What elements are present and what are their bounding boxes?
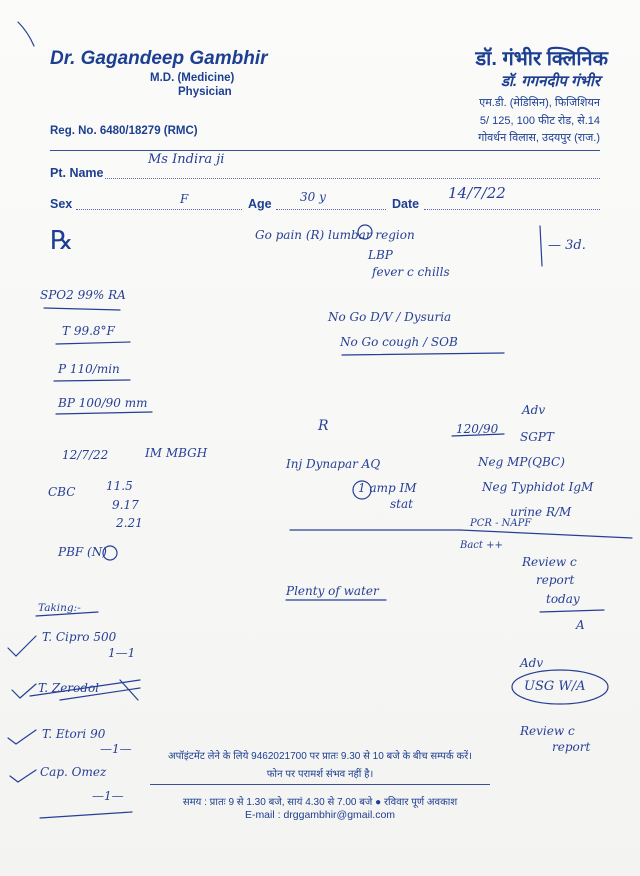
medication-3-dose: —1— xyxy=(100,742,132,756)
bact-note: Bact ++ xyxy=(460,540,503,551)
age-value: 30 y xyxy=(300,190,326,204)
pcr-test: PCR - NAPF xyxy=(470,518,532,529)
bp-underline xyxy=(56,412,152,414)
negative-history-1: No Go D/V / Dysuria xyxy=(328,310,452,324)
spo2-note: SPO2 99% RA xyxy=(40,288,126,302)
review-1: Review c xyxy=(522,555,577,569)
tick-1 xyxy=(8,636,36,656)
urine-test: urine R/M xyxy=(510,505,572,519)
usg-circle xyxy=(512,670,608,704)
email-address: E-mail : drggambhir@gmail.com xyxy=(244,809,396,821)
medication-3: T. Etori 90 xyxy=(42,727,106,741)
medication-2-strike xyxy=(30,680,140,696)
visit-place: IM MBGH xyxy=(145,446,208,460)
clinic-timings: समय : प्रातः 9 से 1.30 बजे, सायं 4.30 से 7.00 बजे ● रविवार पूर्ण अवकाश xyxy=(182,797,458,808)
tick-3 xyxy=(8,730,36,744)
review-4: A xyxy=(576,618,585,632)
bp-note: BP 100/90 mm xyxy=(58,396,148,410)
negative-history-2: No Go cough / SOB xyxy=(340,335,458,349)
complaint-1: Go pain (R) lumbar region xyxy=(255,228,415,242)
review-2: report xyxy=(536,573,575,587)
sex-label: Sex xyxy=(50,197,73,211)
advice-label-1: Adv xyxy=(522,403,546,417)
pbf-note: PBF (N) xyxy=(58,545,107,559)
medication-4-underline xyxy=(40,812,132,818)
complaint-2: LBP xyxy=(368,248,393,262)
mp-test: Neg MP(QBC) xyxy=(478,455,565,469)
negatives-underline xyxy=(342,353,504,355)
medication-1: T. Cipro 500 xyxy=(42,630,117,644)
review-underline xyxy=(540,610,604,612)
date-label: Date xyxy=(392,197,420,211)
medication-4-dose: —1— xyxy=(92,789,124,803)
visit-date: 12/7/22 xyxy=(62,448,109,462)
address-line-1: 5/ 125, 100 फीट रोड, से.14 xyxy=(479,115,600,127)
temperature-note: T 99.8°F xyxy=(62,324,115,338)
taking-underline xyxy=(36,612,98,616)
review-6: report xyxy=(552,740,591,754)
rx-mark: R xyxy=(318,418,329,434)
injection-note: Inj Dynapar AQ xyxy=(286,457,381,471)
corner-mark xyxy=(18,22,34,46)
duration: — 3d. xyxy=(548,238,586,253)
age-label: Age xyxy=(248,197,272,211)
review-5: Review c xyxy=(520,724,575,738)
registration-number: Reg. No. 6480/18279 (RMC) xyxy=(50,125,198,137)
cbc-value-2: 9.17 xyxy=(112,498,139,512)
spo2-underline xyxy=(44,308,120,310)
phone-note: फोन पर परामर्श संभव नहीं है। xyxy=(266,769,374,780)
doctor-name-hindi: डॉ. गगनदीप गंभीर xyxy=(500,73,600,90)
bp-second: 120/90 xyxy=(456,422,499,436)
review-3: today xyxy=(546,592,580,606)
fluids-advice: Plenty of water xyxy=(286,584,379,598)
rx-symbol: ℞ xyxy=(50,226,74,256)
patient-name-label: Pt. Name xyxy=(50,166,104,180)
temperature-underline xyxy=(56,342,130,344)
doctor-qualification: M.D. (Medicine) xyxy=(150,72,235,84)
doctor-specialty: Physician xyxy=(178,86,232,98)
advice-label-2: Adv xyxy=(520,656,544,670)
sgpt-test: SGPT xyxy=(520,430,554,444)
medication-1-dose: 1—1 xyxy=(108,646,136,660)
complaint-3: fever c chills xyxy=(372,265,450,279)
cbc-value-3: 2.21 xyxy=(116,516,143,530)
tick-4 xyxy=(10,770,36,782)
date-value: 14/7/22 xyxy=(448,184,506,202)
usg-advice: USG W/A xyxy=(524,679,586,694)
typhidot-test: Neg Typhidot IgM xyxy=(482,480,594,494)
qualification-hindi: एम.डी. (मेडिसिन), फिजिशियन xyxy=(479,97,600,109)
medication-4: Cap. Omez xyxy=(40,765,107,779)
injection-stat: stat xyxy=(390,497,413,511)
sex-value: F xyxy=(180,192,189,206)
pulse-underline xyxy=(54,380,130,381)
appointment-note: अपॉइंटमेंट लेने के लिये 9462021700 पर प्रातः 9.30 से 10 बजे के बीच सम्पर्क करें। xyxy=(167,751,473,762)
doctor-name: Dr. Gagandeep Gambhir xyxy=(50,48,268,69)
medication-2: T. Zerodol xyxy=(38,681,100,695)
pbf-circle xyxy=(103,546,117,560)
right-side-circle-mark xyxy=(358,225,372,239)
address-line-2: गोवर्धन विलास, उदयपुर (राज.) xyxy=(478,132,600,144)
taking-label: Taking:- xyxy=(38,602,81,614)
patient-name-value: Ms Indira ji xyxy=(148,152,225,167)
dose-circle xyxy=(353,481,371,499)
injection-dose: 1 amp IM xyxy=(358,481,417,495)
pulse-note: P 110/min xyxy=(58,362,120,376)
cbc-value-1: 11.5 xyxy=(106,479,133,493)
bp-bracket xyxy=(452,434,504,436)
cbc-label: CBC xyxy=(48,485,76,499)
investigation-rule xyxy=(460,530,632,538)
duration-bracket xyxy=(540,226,542,266)
clinic-name-hindi: डॉ. गंभीर क्लिनिक xyxy=(475,48,608,70)
